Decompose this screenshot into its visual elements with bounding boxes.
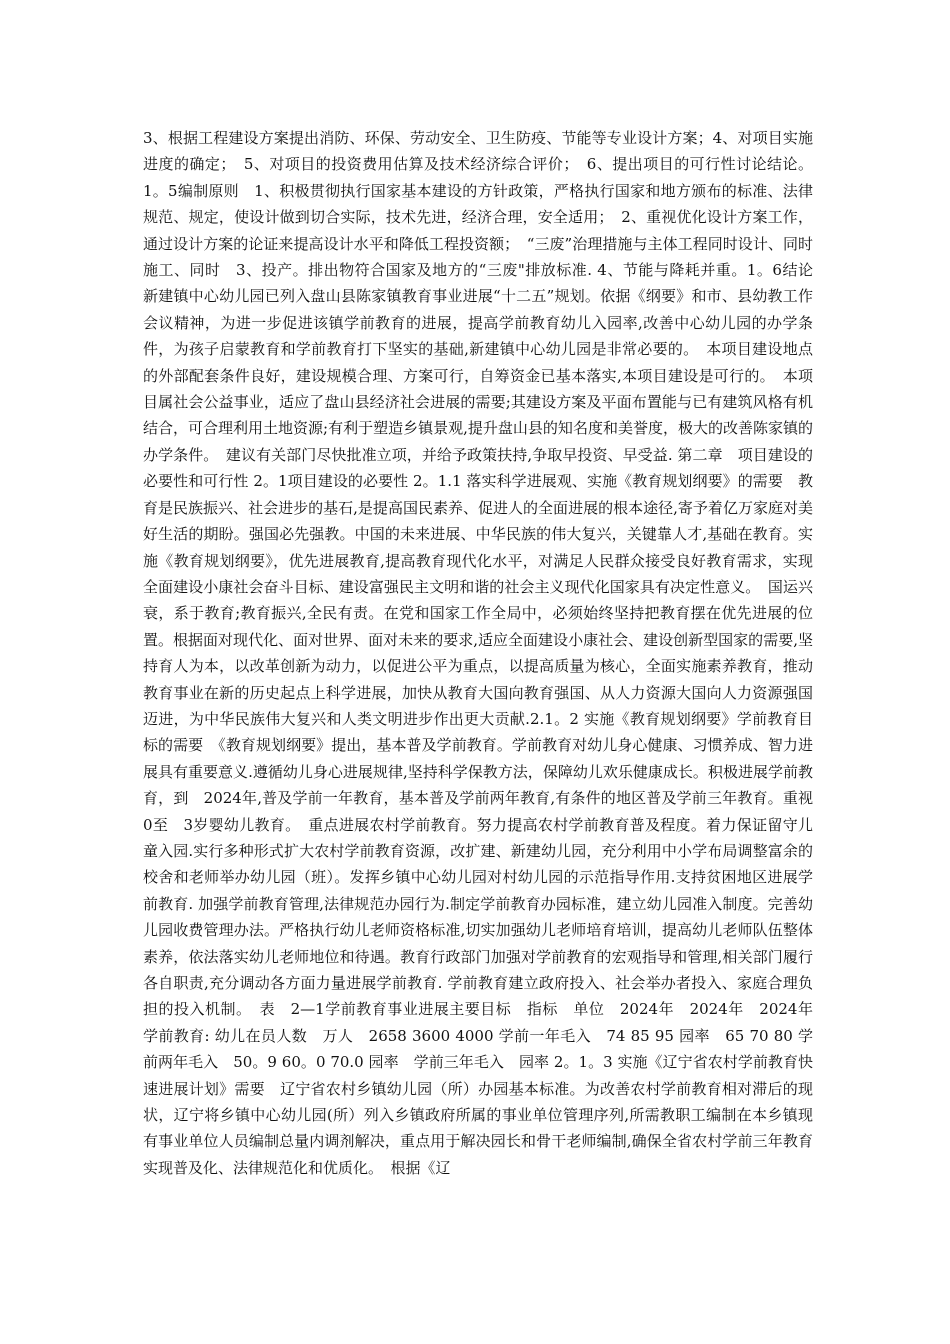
- body-paragraph: 3、根据工程建设方案提出消防、环保、劳动安全、卫生防疫、节能等专业设计方案；4、对项目实施进度的确定； 5、对项目的投资费用估算及技术经济综合评价； 6、提出项目的可行性讨论结论。1。5编制原则 1、积极贯彻执行国家基本建设的方针政策，严格执行国家和地方颁布的标准、法律规范、规定，使设计做到切合实际，技术先进，经济合理，安全适用； 2、重视优化设计方案工作，通过设计方案的论证来提高设计水平和降低工程投资额； “三废”治理措施与主体工程同时设计、同时施工、同时 3、投产。排出物符合国家及地方的“三废"排放标准. 4、节能与降耗并重。1。6结论 新建镇中心幼儿园已列入盘山县陈家镇教育事业进展“十二五”规划。依据《纲要》和市、县幼教工作会议精神，为进一步促进该镇学前教育的进展，提高学前教育幼儿入园率,改善中心幼儿园的办学条件，为孩子启蒙教育和学前教育打下坚实的基础,新建镇中心幼儿园是非常必要的。 本项目建设地点的外部配套条件良好，建设规模合理、方案可行，自筹资金已基本落实,本项目建设是可行的。 本项目属社会公益事业，适应了盘山县经济社会进展的需要;其建设方案及平面布置能与已有建筑风格有机结合，可合理利用土地资源;有利于塑造乡镇景观,提升盘山县的知名度和美誉度，极大的改善陈家镇的办学条件。 建议有关部门尽快批准立项，并给予政策扶持,争取早投资、早受益. 第二章 项目建设的必要性和可行性 2。1项目建设的必要性 2。1.1 落实科学进展观、实施《教育规划纲要》的需要 教育是民族振兴、社会进步的基石,是提高国民素养、促进人的全面进展的根本途径,寄予着亿万家庭对美好生活的期盼。强国必先强教。中国的未来进展、中华民族的伟大复兴，关键靠人才,基础在教育。实施《教育规划纲要》，优先进展教育,提高教育现代化水平，对满足人民群众接受良好教育需求，实现全面建设小康社会奋斗目标、建设富强民主文明和谐的社会主义现代化国家具有决定性意义。 国运兴衰，系于教育;教育振兴,全民有责。在党和国家工作全局中，必须始终坚持把教育摆在优先进展的位置。根据面对现代化、面对世界、面对未来的要求,适应全面建设小康社会、建设创新型国家的需要,坚持育人为本，以改革创新为动力，以促进公平为重点，以提高质量为核心，全面实施素养教育，推动教育事业在新的历史起点上科学进展，加快从教育大国向教育强国、从人力资源大国向人力资源强国迈进，为中华民族伟大复兴和人类文明进步作出更大贡献.2.1。2 实施《教育规划纲要》学前教育目标的需要 《教育规划纲要》提出，基本普及学前教育。学前教育对幼儿身心健康、习惯养成、智力进展具有重要意义.遵循幼儿身心进展规律,坚持科学保教方法，保障幼儿欢乐健康成长。积极进展学前教育，到 2024年,普及学前一年教育，基本普及学前两年教育,有条件的地区普及学前三年教育。重视 0至 3岁婴幼儿教育。 重点进展农村学前教育。努力提高农村学前教育普及程度。着力保证留守儿童入园.实行多种形式扩大农村学前教育资源，改扩建、新建幼儿园，充分利用中小学布局调整富余的校舍和老师举办幼儿园（班）。发挥乡镇中心幼儿园对村幼儿园的示范指导作用.支持贫困地区进展学前教育. 加强学前教育管理,法律规范办园行为.制定学前教育办园标准，建立幼儿园准入制度。完善幼儿园收费管理办法。严格执行幼儿老师资格标准,切实加强幼儿老师培育培训，提高幼儿老师队伍整体素养，依法落实幼儿老师地位和待遇。教育行政部门加强对学前教育的宏观指导和管理,相关部门履行各自职责,充分调动各方面力量进展学前教育. 学前教育建立政府投入、社会举办者投入、家庭合理负担的投入机制。 表 2—1学前教育事业进展主要目标 指标 单位 2024年 2024年 2024年 学前教育: 幼儿在员人数 万人 2658 3600 4000 学前一年毛入 74 85 95 园率 65 70 80 学前两年毛入 50。9 60。0 70.0 园率 学前三年毛入 园率 2。1。3 实施《辽宁省农村学前教育快速进展计划》需要 辽宁省农村乡镇幼儿园（所）办园基本标准。为改善农村学前教育相对滞后的现状，辽宁将乡镇中心幼儿园(所）列入乡镇政府所属的事业单位管理序列,所需教职工编制在本乡镇现有事业单位人员编制总量内调剂解决，重点用于解决园长和骨干老师编制,确保全省农村学前三年教育实现普及化、法律规范化和优质化。 根据《辽: [143, 129, 829, 1177]
